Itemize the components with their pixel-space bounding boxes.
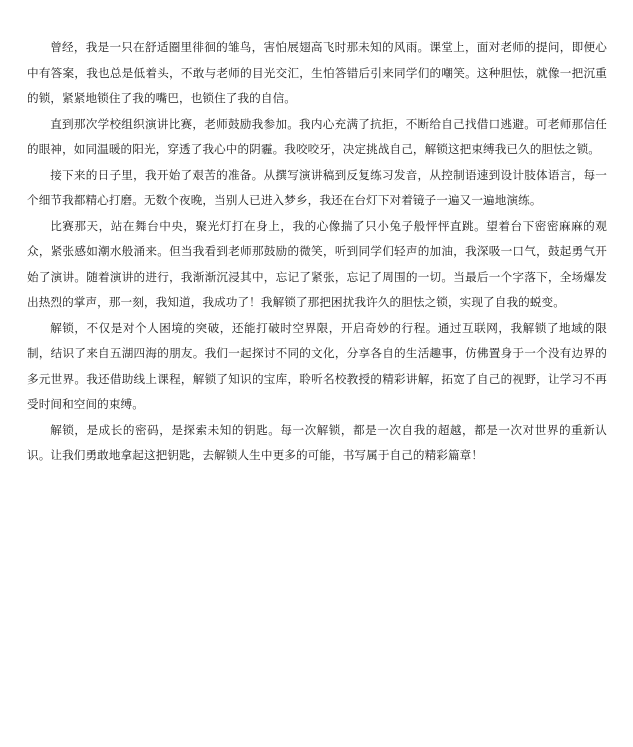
paragraph-4: 比赛那天，站在舞台中央，聚光灯打在身上，我的心像揣了只小兔子般怦怦直跳。望着台下密密麻麻的观众，紧张感如潮水般涌来。但当我看到老师那鼓励的微笑，听到同学们轻声的加油，我深吸一口气，鼓起勇气开始了演讲。随着演讲的进行，我渐渐沉浸其中，忘记了紧张，忘记了周围的一切。当最后一个字落下，全场爆发出热烈的掌声，那一刻，我知道，我成功了！我解锁了那把困扰我许久的胆怯之锁，实现了自我的蜕变。	[27, 218, 607, 309]
paragraph-1: 曾经，我是一只在舒适圈里徘徊的雏鸟，害怕展翅高飞时那未知的风雨。课堂上，面对老师的提问，即便心中有答案，我也总是低着头，不敢与老师的目光交汇，生怕答错后引来同学们的嘲笑。这种胆怯，就像一把沉重的锁，紧紧地锁住了我的嘴巴，也锁住了我的自信。	[27, 40, 607, 105]
paragraph-2: 直到那次学校组织演讲比赛，老师鼓励我参加。我内心充满了抗拒，不断给自己找借口逃避。可老师那信任的眼神，如同温暖的阳光，穿透了我心中的阴霾。我咬咬牙，决定挑战自己，解锁这把束缚我已久的胆怯之锁。	[27, 116, 607, 156]
paragraph-3: 接下来的日子里，我开始了艰苦的准备。从撰写演讲稿到反复练习发音，从控制语速到设计肢体语言，每一个细节我都精心打磨。无数个夜晚，当别人已进入梦乡，我还在台灯下对着镜子一遍又一遍地演练。	[27, 167, 607, 207]
paragraph-6: 解锁，是成长的密码，是探索未知的钥匙。每一次解锁，都是一次自我的超越，都是一次对世界的重新认识。让我们勇敢地拿起这把钥匙，去解锁人生中更多的可能，书写属于自己的精彩篇章！	[27, 422, 607, 462]
paragraph-5: 解锁，不仅是对个人困境的突破，还能打破时空界限，开启奇妙的行程。通过互联网，我解锁了地域的限制，结识了来自五湖四海的朋友。我们一起探讨不同的文化，分享各自的生活趣事，仿佛置身于一个没有边界的多元世界。我还借助线上课程，解锁了知识的宝库，聆听名校教授的精彩讲解，拓宽了自己的视野，让学习不再受时间和空间的束缚。	[27, 320, 607, 411]
essay-body	[27, 35, 607, 469]
